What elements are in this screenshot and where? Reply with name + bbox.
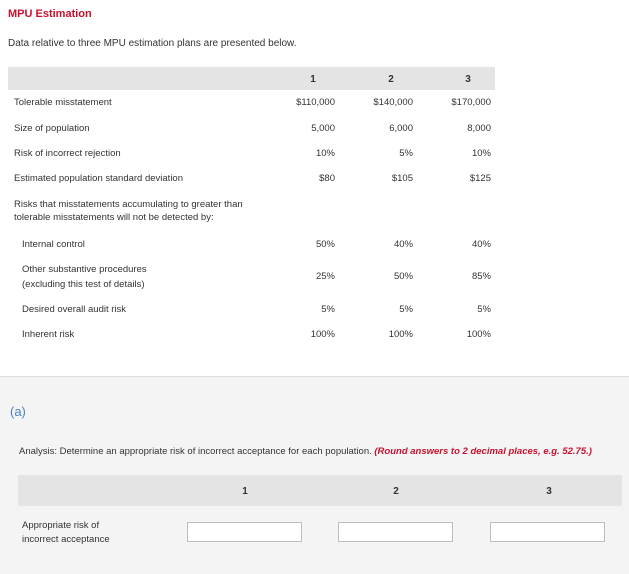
- column-header-3: 3: [465, 74, 471, 85]
- page-title: MPU Estimation: [8, 8, 92, 20]
- intro-text: Data relative to three MPU estimation plans are presented below.: [8, 38, 297, 49]
- risk-incorrect-acceptance-input-1[interactable]: [187, 522, 302, 542]
- answer-column-header-3: 3: [546, 486, 552, 497]
- row-label-substantive-line1: Other substantive procedures: [22, 264, 147, 275]
- row-label-std-deviation: Estimated population standard deviation: [14, 173, 184, 184]
- cell-stddev-3: $125: [469, 173, 491, 184]
- risk-incorrect-acceptance-input-3[interactable]: [490, 522, 605, 542]
- cell-internal-control-3: 40%: [471, 239, 491, 250]
- cell-rejection-3: 10%: [471, 148, 491, 159]
- analysis-prompt: [19, 446, 592, 457]
- cell-substantive-1: 25%: [315, 271, 335, 282]
- cell-inherent-risk-1: 100%: [310, 329, 335, 340]
- column-header-2: 2: [388, 74, 394, 85]
- row-label-substantive-line2: (excluding this test of details): [22, 279, 145, 290]
- cell-population-2: 6,000: [389, 123, 413, 134]
- answer-label-line2: incorrect acceptance: [22, 534, 110, 545]
- cell-rejection-2: 5%: [399, 148, 413, 159]
- cell-inherent-risk-2: 100%: [388, 329, 413, 340]
- cell-tolerable-3: $170,000: [451, 97, 491, 108]
- risk-incorrect-acceptance-input-2[interactable]: [338, 522, 453, 542]
- row-label-internal-control: Internal control: [22, 239, 85, 250]
- cell-audit-risk-3: 5%: [477, 304, 491, 315]
- cell-substantive-2: 50%: [393, 271, 413, 282]
- column-header-1: 1: [310, 74, 316, 85]
- cell-stddev-1: $80: [319, 173, 335, 184]
- cell-audit-risk-1: 5%: [321, 304, 335, 315]
- row-label-population-size: Size of population: [14, 123, 90, 134]
- part-label: (a): [10, 404, 26, 419]
- risks-heading-line1: Risks that misstatements accumulating to greater than: [14, 199, 243, 210]
- cell-tolerable-2: $140,000: [373, 97, 413, 108]
- risks-heading-line2: tolerable misstatements will not be detected by:: [14, 212, 214, 223]
- cell-internal-control-2: 40%: [393, 239, 413, 250]
- table-header-band: [8, 67, 495, 90]
- cell-substantive-3: 85%: [471, 271, 491, 282]
- analysis-text: Analysis: Determine an appropriate risk of incorrect acceptance for each population.: [19, 446, 372, 457]
- row-label-incorrect-rejection: Risk of incorrect rejection: [14, 148, 121, 159]
- cell-inherent-risk-3: 100%: [466, 329, 491, 340]
- row-label-inherent-risk: Inherent risk: [22, 329, 75, 340]
- row-label-tolerable: Tolerable misstatement: [14, 97, 112, 108]
- cell-rejection-1: 10%: [315, 148, 335, 159]
- cell-tolerable-1: $110,000: [296, 97, 335, 108]
- cell-population-1: 5,000: [311, 123, 335, 134]
- answer-column-header-1: 1: [242, 486, 248, 497]
- cell-population-3: 8,000: [467, 123, 491, 134]
- rounding-instruction: (Round answers to 2 decimal places, e.g. 52.75.): [374, 446, 592, 457]
- row-label-audit-risk: Desired overall audit risk: [22, 304, 127, 315]
- answer-row-label: [22, 519, 110, 547]
- cell-audit-risk-2: 5%: [399, 304, 413, 315]
- answer-label-line1: Appropriate risk of: [22, 520, 100, 531]
- cell-stddev-2: $105: [391, 173, 413, 184]
- cell-internal-control-1: 50%: [315, 239, 335, 250]
- answer-column-header-2: 2: [393, 486, 399, 497]
